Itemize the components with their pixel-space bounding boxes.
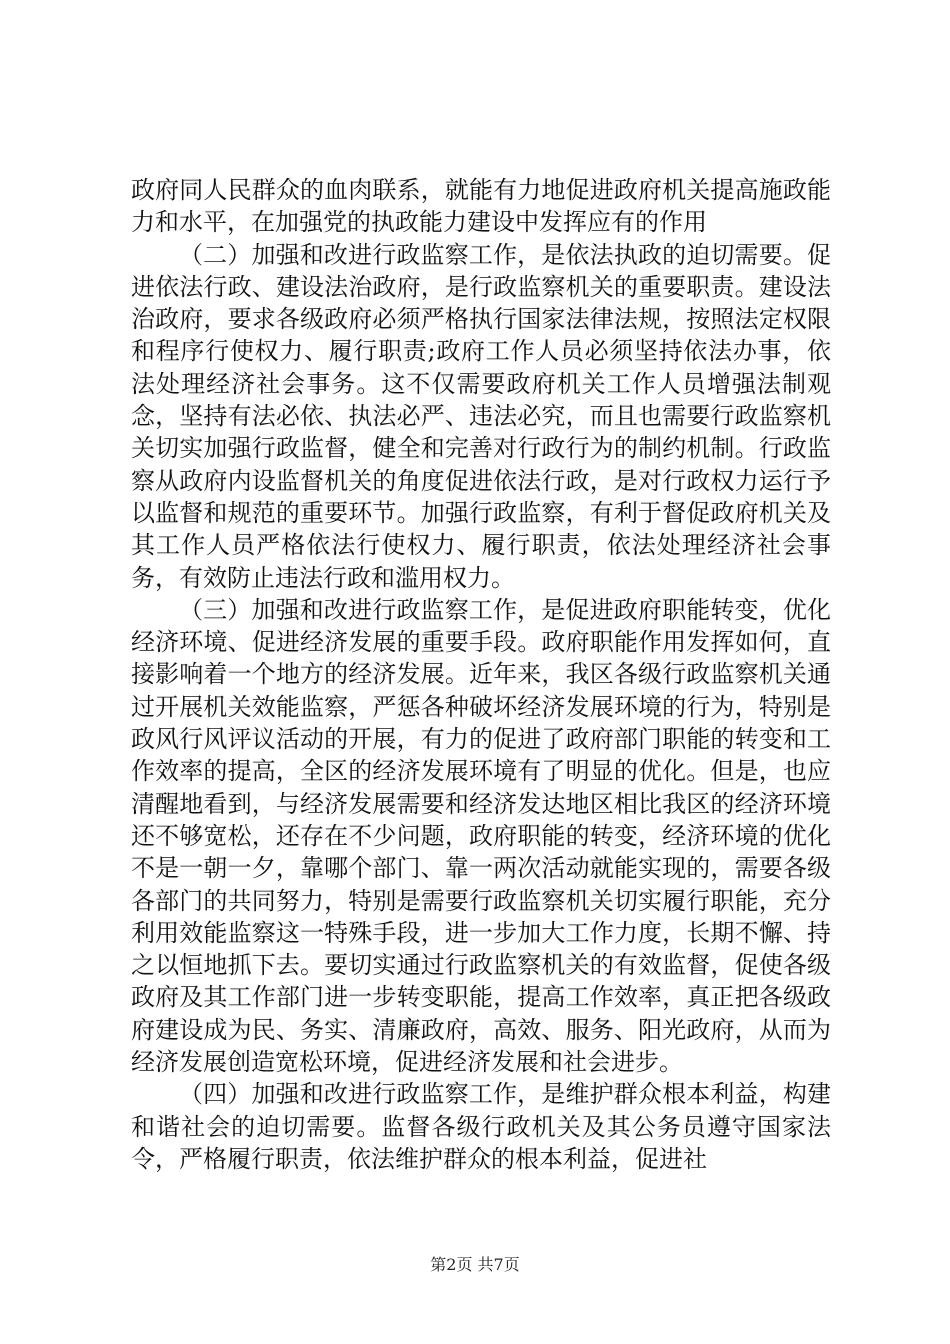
document-body <box>131 174 831 1175</box>
paragraph-section-2: （二）加强和改进行政监察工作，是依法执政的迫切需要。促进依法行政、建设法治政府，是行政监察机关的重要职责。建设法治政府，要求各级政府必须严格执行国家法律法规，按照法定权限和程序行使权力、履行职责;政府工作人员必须坚持依法办事，依法处理经济社会事务。这不仅需要政府机关工作人员增强法制观念，坚持有法必依、执法必严、违法必究，而且也需要行政监察机关切实加强行政监督，健全和完善对行政行为的制约机制。行政监察从政府内设监督机关的角度促进依法行政，是对行政权力运行予以监督和规范的重要环节。加强行政监察，有利于督促政府机关及其工作人员严格依法行使权力、履行职责，依法处理经济社会事务，有效防止违法行政和滥用权力。 <box>131 240 831 592</box>
paragraph-section-3: （三）加强和改进行政监察工作，是促进政府职能转变，优化经济环境、促进经济发展的重要手段。政府职能作用发挥如何，直接影响着一个地方的经济发展。近年来，我区各级行政监察机关通过开展机关效能监察，严惩各种破坏经济发展环境的行为，特别是政风行风评议活动的开展，有力的促进了政府部门职能的转变和工作效率的提高，全区的经济发展环境有了明显的优化。但是，也应清醒地看到，与经济发展需要和经济发达地区相比我区的经济环境还不够宽松，还存在不少问题，政府职能的转变，经济环境的优化不是一朝一夕，靠哪个部门、靠一两次活动就能实现的，需要各级各部门的共同努力，特别是需要行政监察机关切实履行职能，充分利用效能监察这一特殊手段，进一步加大工作力度，长期不懈、持之以恒地抓下去。要切实通过行政监察机关的有效监督，促使各级政府及其工作部门进一步转变职能，提高工作效率，真正把各级政府建设成为民、务实、清廉政府，高效、服务、阳光政府，从而为经济发展创造宽松环境，促进经济发展和社会进步。 <box>131 595 831 1077</box>
page-number-footer: 第2页 共7页 <box>430 1255 520 1274</box>
paragraph-section-4: （四）加强和改进行政监察工作，是维护群众根本利益，构建和谐社会的迫切需要。监督各级行政机关及其公务员遵守国家法令，严格履行职责，依法维护群众的根本利益，促进社 <box>131 1080 831 1173</box>
paragraph-continuation: 政府同人民群众的血肉联系，就能有力地促进政府机关提高施政能力和水平，在加强党的执政能力建设中发挥应有的作用 <box>131 176 831 237</box>
